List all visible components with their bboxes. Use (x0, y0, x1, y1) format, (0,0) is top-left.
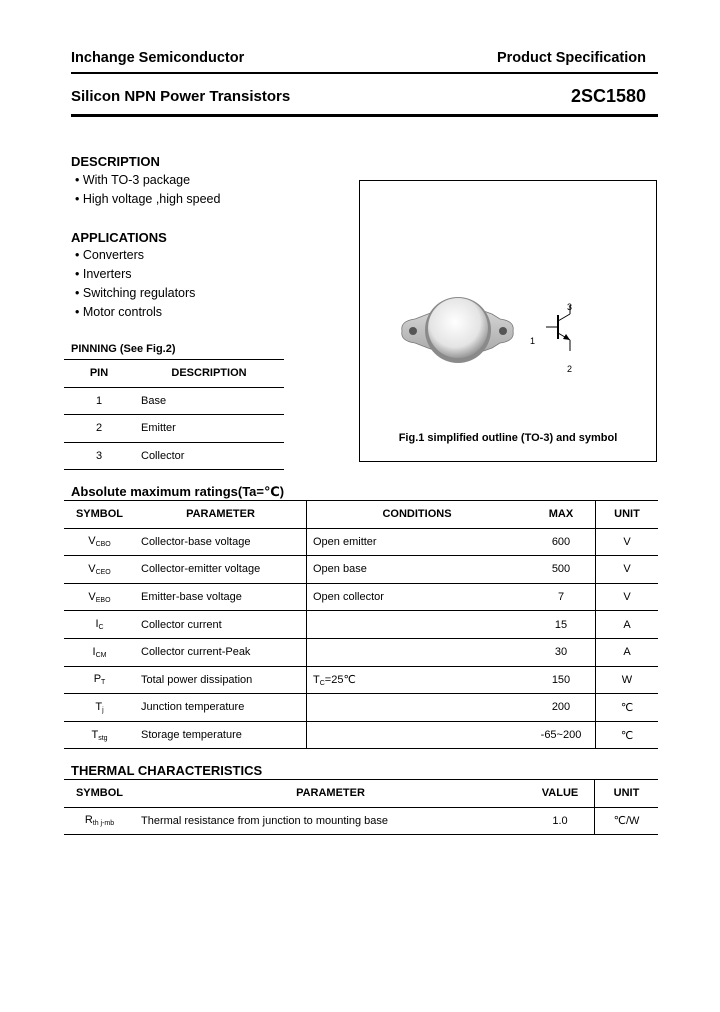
conditions-cell: Open collector (313, 591, 384, 604)
header-rule-top (71, 72, 658, 74)
unit-cell: A (623, 618, 631, 631)
pin-number: 1 (95, 394, 103, 407)
parameter-cell: Emitter-base voltage (135, 583, 307, 611)
doc-type: Product Specification (496, 50, 646, 66)
pin-number: 3 (95, 450, 103, 463)
table-row (64, 415, 284, 443)
value-cell: 1.0 (526, 807, 595, 835)
abs-max-table (64, 500, 658, 749)
conditions-cell: Open base (313, 563, 367, 576)
table-row (64, 528, 658, 556)
pin-label-3: 3 (567, 302, 573, 312)
unit-cell: A (623, 646, 631, 659)
header-rule-bottom (71, 114, 658, 117)
parameter-cell: Collector current-Peak (135, 638, 307, 666)
unit-cell: W (621, 673, 633, 686)
parameter-cell: Storage temperature (135, 721, 307, 749)
thermal-title: THERMAL CHARACTERISTICS (71, 763, 263, 778)
max-cell: -65~200 (527, 721, 596, 749)
pin-description: Collector (141, 450, 185, 463)
table-row (64, 721, 658, 749)
table-row (64, 583, 658, 611)
pin-label-2: 2 (567, 364, 573, 374)
conditions-cell (307, 638, 528, 666)
company-name: Inchange Semiconductor (71, 50, 245, 66)
product-line: Silicon NPN Power Transistors (71, 88, 291, 105)
parameter-header: PARAMETER (135, 501, 307, 529)
description-item: • With TO-3 package (75, 173, 191, 187)
symbol-cell: $I_{CM}$ (92, 645, 107, 659)
table-row (64, 387, 284, 415)
symbol-cell: $P_T$ (93, 673, 106, 687)
conditions-cell (307, 694, 528, 722)
table-row (64, 611, 658, 639)
description-title: DESCRIPTION (71, 154, 160, 169)
value-header: VALUE (526, 780, 595, 808)
unit-cell: V (623, 535, 631, 548)
pin-description: Emitter (141, 422, 176, 435)
parameter-cell: Thermal resistance from junction to mounting base (141, 814, 389, 827)
max-cell: 600 (527, 528, 596, 556)
abs-max-title: Absolute maximum ratings(Ta=℃) (71, 484, 285, 499)
pin-desc-header: DESCRIPTION (171, 367, 247, 380)
symbol-cell: $I_C$ (95, 618, 104, 632)
conditions-header: CONDITIONS (382, 508, 452, 521)
symbol-header: SYMBOL (75, 787, 124, 800)
pin-header: PIN (89, 367, 109, 380)
unit-cell: ℃/W (613, 815, 640, 828)
symbol-cell: $V_{CBO}$ (88, 535, 111, 549)
max-header: MAX (527, 501, 596, 529)
part-number: 2SC1580 (570, 86, 646, 106)
pinning-title: PINNING (See Fig.2) (71, 343, 176, 355)
table-row (64, 666, 658, 694)
description-item: • High voltage ,high speed (75, 192, 221, 206)
max-cell: 7 (527, 583, 596, 611)
max-cell: 150 (527, 666, 596, 694)
symbol-cell: $V_{CEO}$ (88, 562, 111, 576)
table-row (64, 807, 658, 835)
figure-box (359, 180, 657, 462)
parameter-cell: Junction temperature (135, 694, 307, 722)
pinning-table (64, 359, 284, 470)
unit-cell: V (623, 563, 631, 576)
pin-description: Base (141, 394, 167, 407)
application-item: • Motor controls (75, 305, 163, 319)
pin-label-1: 1 (530, 336, 536, 346)
application-item: • Inverters (75, 267, 132, 281)
symbol-cell: $R_{th j-mb}$ (84, 814, 115, 828)
parameter-cell: Collector-base voltage (135, 528, 307, 556)
figure-caption: Fig.1 simplified outline (TO-3) and symbol (398, 432, 618, 444)
table-row (64, 442, 284, 470)
parameter-cell: Collector-emitter voltage (135, 556, 307, 584)
pin-number: 2 (95, 422, 103, 435)
table-row (64, 638, 658, 666)
application-item: • Converters (75, 248, 144, 262)
max-cell: 15 (527, 611, 596, 639)
unit-header: UNIT (613, 787, 640, 800)
parameter-header: PARAMETER (296, 787, 365, 800)
conditions-cell (307, 721, 528, 749)
conditions-cell: Open emitter (313, 535, 377, 548)
application-item: • Switching regulators (75, 286, 196, 300)
unit-cell: V (623, 591, 631, 604)
max-cell: 30 (527, 638, 596, 666)
applications-title: APPLICATIONS (71, 230, 167, 245)
symbol-header: SYMBOL (75, 508, 124, 521)
max-cell: 200 (527, 694, 596, 722)
to3-package-and-symbol-illustration (360, 181, 656, 421)
parameter-cell: Collector current (135, 611, 307, 639)
conditions-cell (307, 611, 528, 639)
unit-header: UNIT (614, 508, 640, 521)
unit-cell: ℃ (620, 701, 634, 714)
table-row (64, 694, 658, 722)
symbol-cell: $T_{stg}$ (91, 728, 108, 742)
max-cell: 500 (527, 556, 596, 584)
symbol-cell: $V_{EBO}$ (88, 590, 111, 604)
thermal-table (64, 779, 658, 835)
unit-cell: ℃ (620, 729, 634, 742)
conditions-cell: $T_C=25℃$ (313, 673, 356, 687)
parameter-cell: Total power dissipation (135, 666, 307, 694)
symbol-cell: $T_j$ (95, 700, 104, 714)
table-row (64, 556, 658, 584)
